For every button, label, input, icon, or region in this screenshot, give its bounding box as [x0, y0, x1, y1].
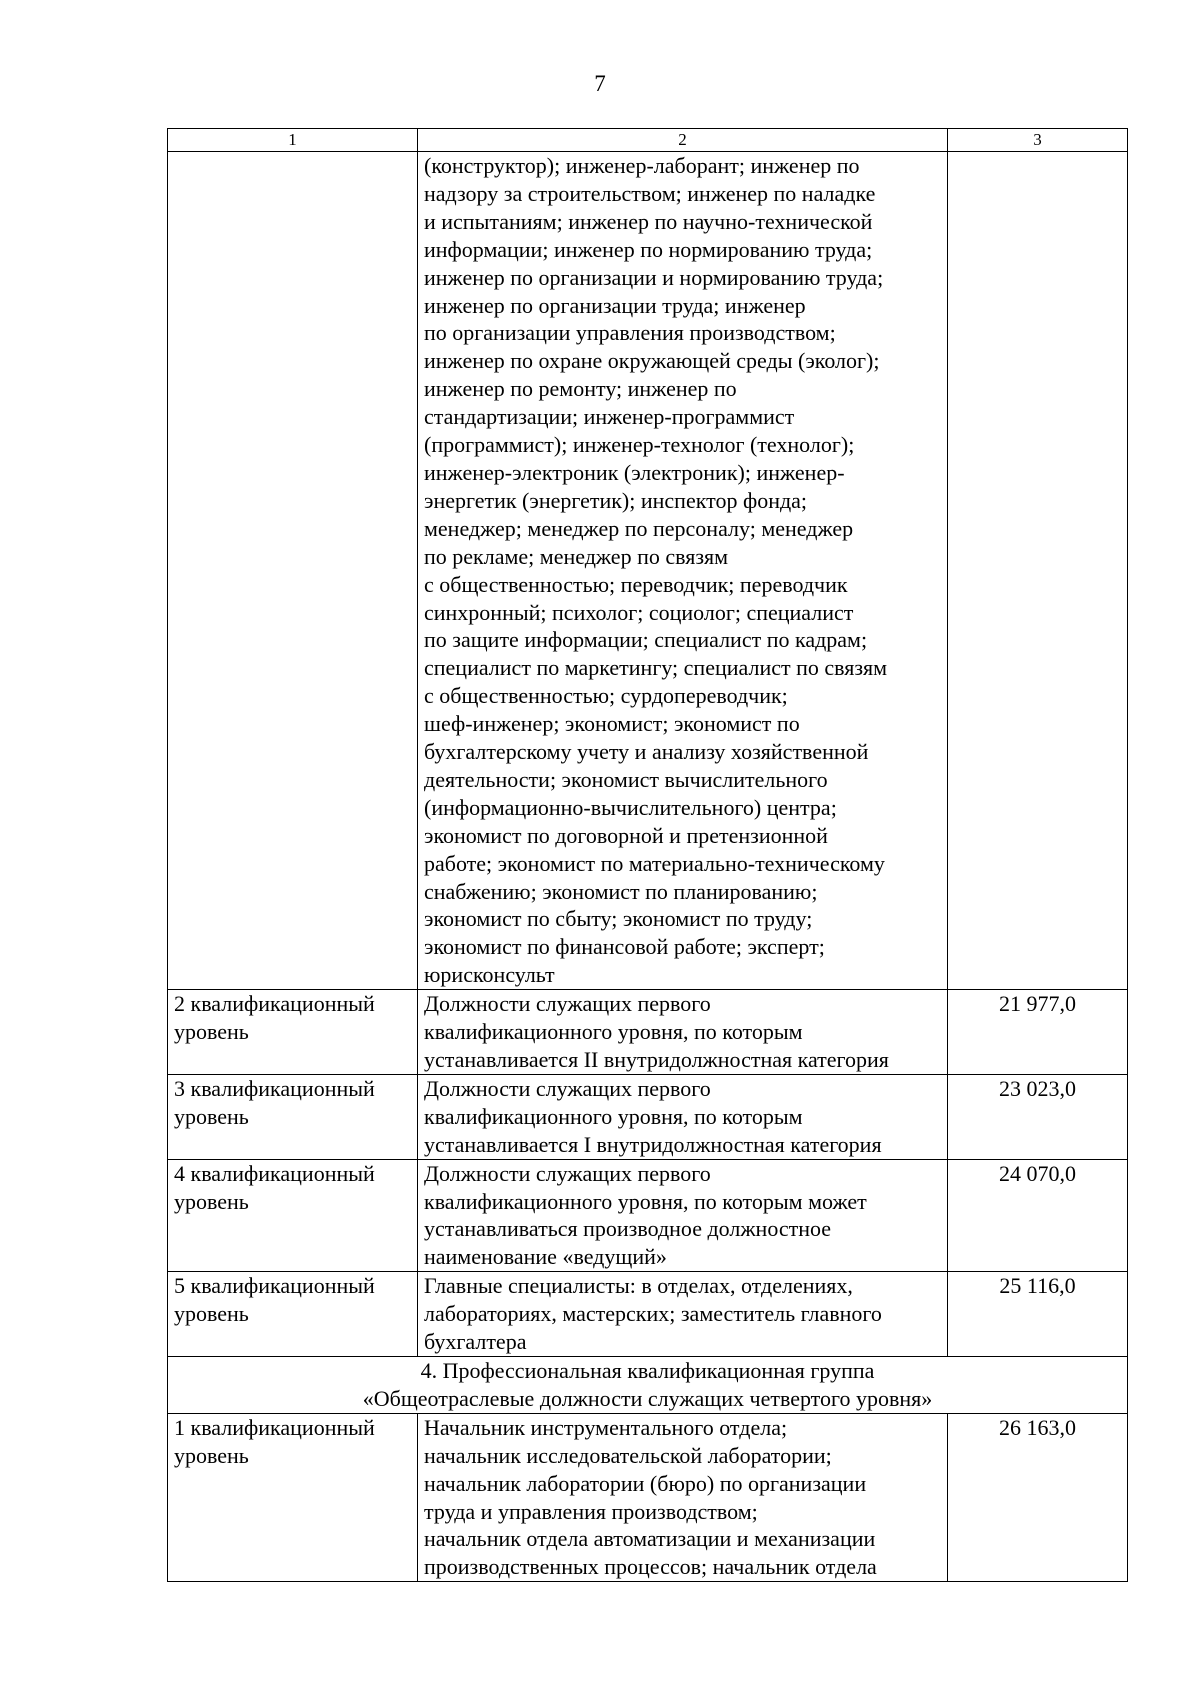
description-cell	[418, 1272, 948, 1357]
text-line: уровень	[174, 1019, 249, 1045]
text-line: Должности служащих первого	[424, 1160, 711, 1186]
table-row	[168, 152, 1128, 990]
text-line: экономист по финансовой работе; эксперт;	[424, 934, 825, 960]
text-line: лабораториях, мастерских; заместитель главного	[424, 1301, 882, 1327]
text-line: экономист по договорной и претензионной	[424, 822, 828, 848]
description-cell	[418, 1159, 948, 1272]
salary-cell	[948, 152, 1128, 990]
text-line: инженер по организации труда; инженер	[424, 292, 806, 318]
text-line: 4 квалификационный	[174, 1160, 375, 1186]
text-line: уровень	[174, 1103, 249, 1129]
text-line: синхронный; психолог; социолог; специалист	[424, 599, 854, 625]
text-line: квалификационного уровня, по которым	[424, 1019, 803, 1045]
table-header-row	[168, 129, 1128, 152]
group-heading-line: 4. Профессиональная квалификационная группа	[420, 1357, 875, 1383]
text-line: бухгалтерскому учету и анализу хозяйственной	[424, 739, 869, 765]
text-line: юрисконсульт	[424, 962, 555, 988]
text-line: инженер по ремонту; инженер по	[424, 376, 737, 402]
text-line: с общественностью; сурдопереводчик;	[424, 683, 788, 709]
text-line: уровень	[174, 1188, 249, 1214]
description-cell	[418, 152, 948, 990]
salary-cell: 25 116,0	[948, 1272, 1128, 1357]
salary-cell: 24 070,0	[948, 1159, 1128, 1272]
level-cell	[168, 1074, 418, 1159]
text-line: по рекламе; менеджер по связям	[424, 543, 729, 569]
text-line: производственных процессов; начальник отдела	[424, 1554, 877, 1580]
table-row	[168, 990, 1128, 1075]
text-line: квалификационного уровня, по которым может	[424, 1188, 867, 1214]
text-line: Начальник инструментального отдела;	[424, 1414, 788, 1440]
text-line: (конструктор); инженер-лаборант; инженер по	[424, 153, 860, 178]
text-line: по защите информации; специалист по кадрам;	[424, 627, 868, 653]
text-line: (программист); инженер-технолог (технолог);	[424, 432, 855, 458]
text-line: (информационно-вычислительного) центра;	[424, 794, 837, 820]
qualification-table	[167, 128, 1128, 1582]
text-line: уровень	[174, 1442, 249, 1468]
text-line: устанавливается II внутридолжностная категория	[424, 1047, 889, 1072]
group-heading	[168, 1356, 1128, 1413]
text-line: инженер по охране окружающей среды (эколог);	[424, 348, 880, 374]
text-line: квалификационного уровня, по которым	[424, 1103, 803, 1129]
header-col-3: 3	[948, 129, 1128, 152]
text-line: работе; экономист по материально-техническому	[424, 850, 885, 876]
text-line: экономист по сбыту; экономист по труду;	[424, 906, 813, 932]
text-line: Должности служащих первого	[424, 1075, 711, 1101]
text-line: Должности служащих первого	[424, 991, 711, 1017]
level-cell	[168, 152, 418, 990]
text-line: специалист по маркетингу; специалист по связям	[424, 655, 888, 681]
text-line: Главные специалисты: в отделах, отделениях,	[424, 1273, 853, 1299]
text-line: шеф-инженер; экономист; экономист по	[424, 711, 800, 737]
header-col-1: 1	[168, 129, 418, 152]
text-line: уровень	[174, 1301, 249, 1327]
group-heading-line: «Общеотраслевые должности служащих четвертого уровня»	[362, 1385, 933, 1411]
page-number: 7	[594, 71, 606, 96]
header-col-2: 2	[418, 129, 948, 152]
text-line: инженер-электроник (электроник); инженер-	[424, 459, 845, 485]
level-cell	[168, 1159, 418, 1272]
table-row	[168, 1272, 1128, 1357]
text-line: по организации управления производством;	[424, 320, 836, 346]
text-line: энергетик (энергетик); инспектор фонда;	[424, 487, 808, 513]
text-line: 5 квалификационный	[174, 1273, 375, 1299]
group-heading-row	[168, 1356, 1128, 1413]
table-row	[168, 1159, 1128, 1272]
text-line: стандартизации; инженер-программист	[424, 404, 795, 430]
description-cell	[418, 1074, 948, 1159]
description-cell	[418, 990, 948, 1075]
table-row	[168, 1413, 1128, 1581]
text-line: устанавливается I внутридолжностная категория	[424, 1131, 882, 1157]
text-line: наименование «ведущий»	[424, 1244, 667, 1270]
text-line: и испытаниям; инженер по научно-технической	[424, 208, 873, 234]
text-line: бухгалтера	[424, 1329, 527, 1355]
table-row	[168, 1074, 1128, 1159]
text-line: начальник исследовательской лаборатории;	[424, 1442, 832, 1468]
text-line: 2 квалификационный	[174, 991, 375, 1017]
text-line: устанавливаться производное должностное	[424, 1216, 832, 1242]
text-line: начальник лаборатории (бюро) по организации	[424, 1470, 867, 1496]
text-line: 1 квалификационный	[174, 1414, 375, 1440]
level-cell	[168, 1272, 418, 1357]
description-cell	[418, 1413, 948, 1581]
text-line: начальник отдела автоматизации и механизации	[424, 1526, 876, 1552]
text-line: 3 квалификационный	[174, 1075, 375, 1101]
salary-cell: 21 977,0	[948, 990, 1128, 1075]
text-line: снабжению; экономист по планированию;	[424, 878, 818, 904]
text-line: с общественностью; переводчик; переводчик	[424, 571, 848, 597]
text-line: надзору за строительством; инженер по наладке	[424, 180, 876, 206]
salary-cell: 23 023,0	[948, 1074, 1128, 1159]
text-line: информации; инженер по нормированию труда;	[424, 236, 873, 262]
text-line: инженер по организации и нормированию труда;	[424, 264, 884, 290]
level-cell	[168, 990, 418, 1075]
text-line: менеджер; менеджер по персоналу; менеджер	[424, 515, 854, 541]
salary-cell: 26 163,0	[948, 1413, 1128, 1581]
text-line: деятельности; экономист вычислительного	[424, 766, 828, 792]
text-line: труда и управления производством;	[424, 1498, 758, 1524]
level-cell	[168, 1413, 418, 1581]
